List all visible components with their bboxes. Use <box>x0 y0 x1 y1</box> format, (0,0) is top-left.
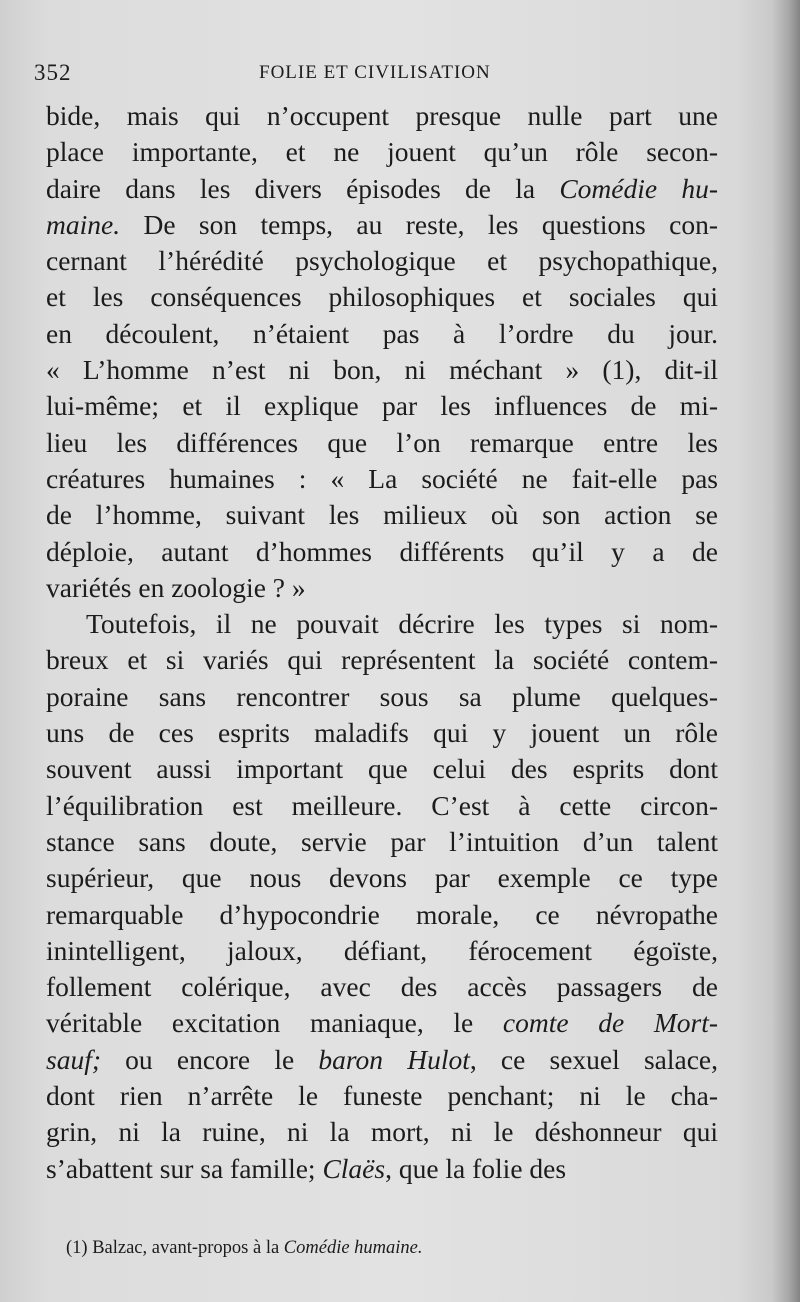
italic-text: maine. <box>46 208 121 240</box>
text-segment: variétés en zoologie ? » <box>46 571 306 603</box>
text-segment: souvent aussi important que celui des esprits dont <box>46 753 718 785</box>
text-segment: en découlent, n’étaient pas à l’ordre du jour. <box>46 317 718 349</box>
text-segment: stance sans doute, servie par l’intuition d’un talent <box>46 825 718 857</box>
italic-text: Comédie hu- <box>559 172 718 204</box>
text-segment: breux et si variés qui représentent la société contem- <box>46 644 718 676</box>
page-header <box>34 60 734 90</box>
text-segment: l’équilibration est meilleure. C’est à cette circon- <box>46 789 718 821</box>
text-segment: daire dans les divers épisodes de la <box>46 172 560 204</box>
text-line <box>46 98 718 134</box>
page-number: 352 <box>34 60 72 85</box>
text-segment: follement colérique, avec des accès passagers de <box>46 971 718 1003</box>
text-segment: De son temps, au reste, les questions con- <box>120 208 718 240</box>
text-line <box>46 134 718 170</box>
page-edge-shadow <box>772 0 800 1302</box>
text-segment: remarquable d’hypocondrie morale, ce névropathe <box>46 898 718 930</box>
text-line <box>46 1151 718 1187</box>
footnote-text: (1) Balzac, avant-propos à la <box>66 1238 284 1258</box>
text-line <box>46 1114 718 1150</box>
text-segment: lui-même; et il explique par les influences de mi- <box>46 390 718 422</box>
text-line <box>46 425 718 461</box>
text-line <box>46 1042 718 1078</box>
text-line <box>46 207 718 243</box>
text-line <box>46 279 718 315</box>
text-segment: déploie, autant d’hommes différents qu’il y a de <box>46 535 718 567</box>
footnote <box>66 1236 666 1260</box>
text-line <box>46 715 718 751</box>
text-line <box>46 933 718 969</box>
text-segment: , ce sexuel salace, <box>469 1043 718 1075</box>
text-segment: « L’homme n’est ni bon, ni méchant » (1), dit-il <box>46 354 718 386</box>
text-line <box>46 969 718 1005</box>
text-segment: s’abattent sur sa famille; <box>46 1152 323 1184</box>
italic-text: baron Hulot <box>318 1043 470 1075</box>
text-segment: et les conséquences philosophiques et sociales qui <box>46 281 718 313</box>
text-line <box>46 243 718 279</box>
text-line <box>46 1078 718 1114</box>
text-segment: Toutefois, il ne pouvait décrire les types si nom- <box>86 608 718 640</box>
text-line <box>46 352 718 388</box>
text-line <box>46 642 718 678</box>
italic-text: sauf; <box>46 1043 101 1075</box>
text-line <box>46 388 718 424</box>
text-segment: lieu les différences que l’on remarque entre les <box>46 426 718 458</box>
italic-text: comte de Mort- <box>502 1007 718 1039</box>
text-line <box>46 606 718 642</box>
text-segment: créatures humaines : « La société ne fait-elle pas <box>46 462 718 494</box>
text-line <box>46 534 718 570</box>
text-segment: ou encore le <box>101 1043 319 1075</box>
text-segment: supérieur, que nous devons par exemple ce type <box>46 862 718 894</box>
text-line <box>46 860 718 896</box>
text-segment: grin, ni la ruine, ni la mort, ni le déshonneur qui <box>46 1116 718 1148</box>
footnote-title: Comédie humaine. <box>283 1238 423 1258</box>
text-segment: poraine sans rencontrer sous sa plume quelques- <box>46 680 718 712</box>
text-line <box>46 461 718 497</box>
text-line <box>46 751 718 787</box>
text-segment: cernant l’hérédité psychologique et psychopathique, <box>46 245 718 277</box>
text-line <box>46 171 718 207</box>
text-line <box>46 497 718 533</box>
text-line <box>46 824 718 860</box>
text-segment: véritable excitation maniaque, le <box>46 1007 503 1039</box>
text-line <box>46 316 718 352</box>
text-segment: de l’homme, suivant les milieux où son action se <box>46 499 718 531</box>
text-segment: dont rien n’arrête le funeste penchant; ni le cha- <box>46 1080 718 1112</box>
text-line <box>46 788 718 824</box>
text-line <box>46 570 718 606</box>
running-title: FOLIE ET CIVILISATION <box>259 62 491 83</box>
italic-text: Claës <box>322 1152 386 1184</box>
text-segment: uns de ces esprits maladifs qui y jouent un rôle <box>46 717 718 749</box>
text-line <box>46 1005 718 1041</box>
text-line <box>46 679 718 715</box>
body-text <box>46 98 718 1187</box>
text-segment: , que la folie des <box>385 1152 567 1184</box>
text-segment: inintelligent, jaloux, défiant, férocement égoïste, <box>46 934 718 966</box>
text-line <box>46 897 718 933</box>
text-segment: place importante, et ne jouent qu’un rôle secon- <box>46 136 718 168</box>
text-segment: bide, mais qui n’occupent presque nulle part une <box>46 100 718 131</box>
